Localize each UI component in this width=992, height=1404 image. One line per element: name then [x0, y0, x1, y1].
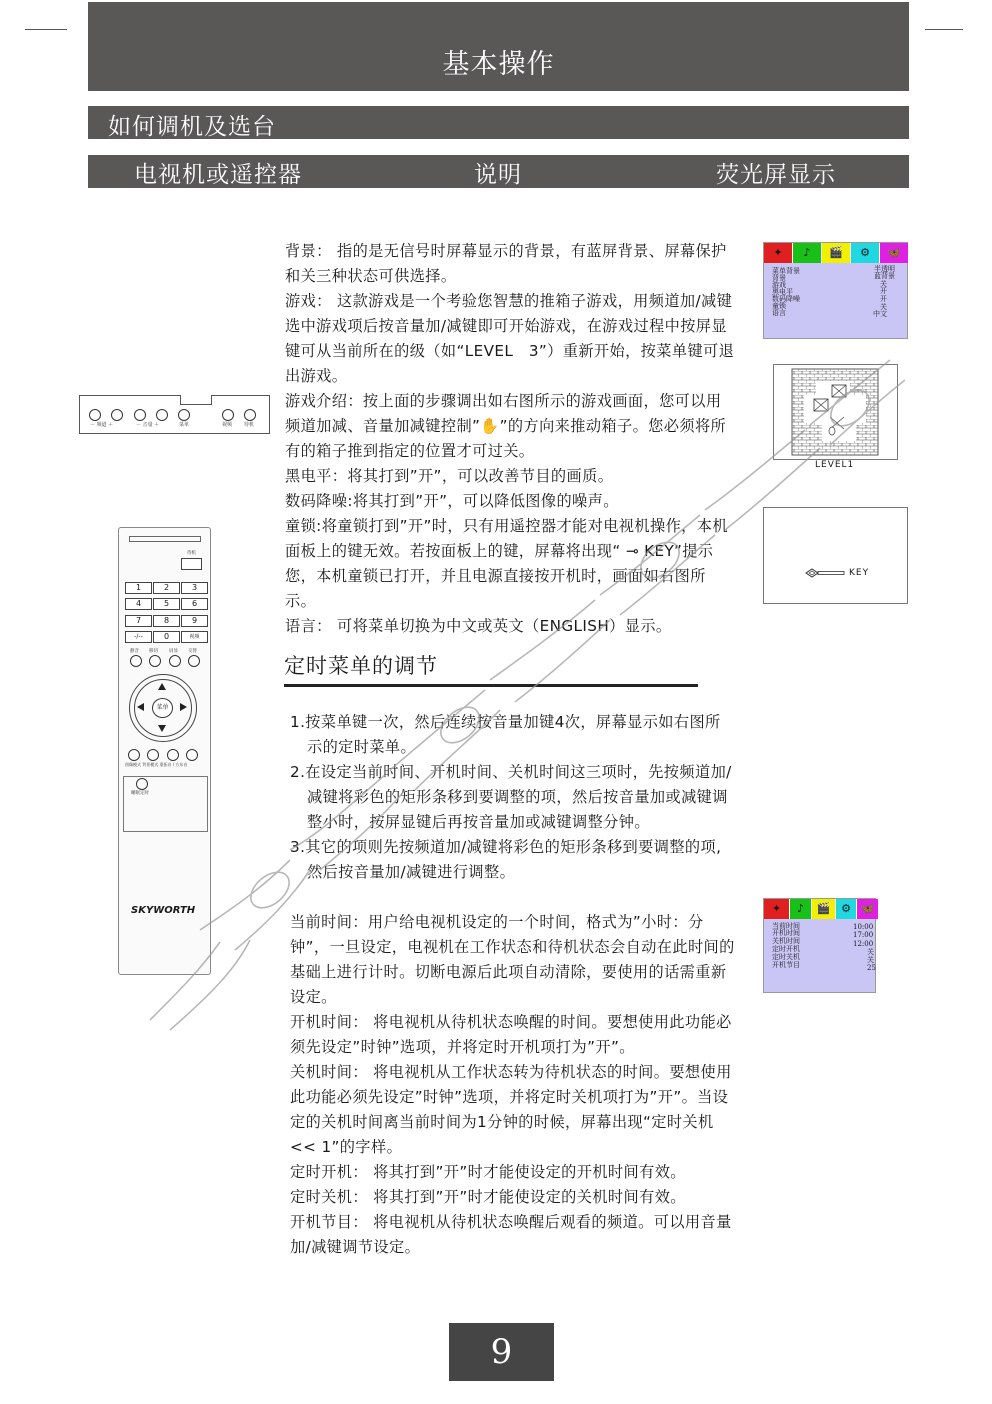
menu-screen-timer — [763, 898, 876, 993]
function-menu-icon: 🎬 — [822, 243, 851, 263]
panel-label-volume: － 音量 ＋ — [136, 422, 160, 428]
title-band — [88, 2, 909, 91]
menu-item-label: 菜单背景 — [772, 267, 800, 275]
step-3: 3.其它的项则先按频道加/减键将彩色的矩形条移到要调整的项,然后按音量加/减键进行调整。 — [290, 838, 722, 881]
remote-key-7[interactable]: 7 — [125, 615, 152, 627]
panel-label-video: 视频 — [222, 422, 233, 428]
timer-item-label: 关机时间 — [772, 937, 800, 945]
remote-display-button[interactable] — [169, 655, 181, 667]
menu-item-label: 数码降噪 — [772, 295, 800, 303]
step-1: 1.按菜单键一次，然后连续按音量加键4次，屏幕显示如右图所示的定时菜单。 — [290, 713, 721, 756]
paragraph-on-channel: 开机节目： 将电视机从待机状态唤醒后观看的频道。可以用音量加/减键调节设定。 — [290, 1213, 732, 1256]
column-header-device: 电视机或遥控器 — [134, 162, 302, 188]
remote-bottom-labels: 图像模式 背景模式 重拓音 / 方东音 — [125, 762, 188, 767]
tools-menu-icon: ⚙ — [836, 899, 857, 919]
timer-item-label: 当前时间 — [772, 922, 800, 930]
paragraph-noise-reduction: 数码降噪:将其打到”开”，可以降低图像的噪声。 — [285, 492, 619, 510]
paragraph-child-lock: 童锁:将童锁打到”开”时，只有用遥控器才能对电视机操作，本机面板上的键无效。若按面板上的键，屏幕将出现“ ⊸ KEY”提示您，本机童锁已打开，并且电源直接按开机时，画面如右图所示。 — [285, 517, 728, 610]
level-caption: LEVEL1 — [815, 460, 855, 470]
remote-label-swap: 移切 — [149, 649, 158, 654]
panel-channel-up-button[interactable] — [111, 409, 123, 421]
menu-item-value: 蓝背景 — [874, 272, 895, 280]
timer-heading-rule — [284, 684, 698, 687]
description-top — [285, 239, 735, 639]
timer-item-label: 定时关机 — [772, 953, 800, 961]
remote-right-arrow-icon[interactable] — [180, 703, 187, 711]
step-2: 2.在设定当前时间、开机时间、关机时间这三项时，先按频道加/减键将彩色的矩形条移到要调整的项，然后按音量加或减键调整小时，按屏显键后再按音量加或减键调整分钟。 — [290, 763, 732, 831]
key-icon — [804, 567, 846, 579]
timer-item-label: 开机时间 — [772, 929, 800, 937]
game-level-screen — [773, 364, 898, 460]
panel-standby-button[interactable] — [244, 409, 256, 421]
section-title: 如何调机及选台 — [108, 114, 276, 140]
timer-item-value: 关 — [867, 948, 874, 956]
remote-key-6[interactable]: 6 — [181, 598, 208, 610]
remote-sleep-label: 睡眠定时 — [131, 791, 149, 796]
paragraph-game: 游戏： 这款游戏是一个考验您智慧的推箱子游戏，用频道加/减键选中游戏项后按音量加/减键即可开始游戏，在游戏过程中按屏显键可从当前所在的级（如“LEVEL 3”）重新开始，按菜单键可退出游戏。 — [285, 292, 735, 385]
paragraph-black-level: 黑电平：将其打到”开”，可以改善节目的画质。 — [285, 467, 614, 485]
menu-item-value: 关 — [880, 280, 887, 288]
child-lock-screen — [763, 507, 908, 604]
picture-menu-icon: ✦ — [764, 899, 790, 919]
remote-standby-button[interactable] — [181, 558, 202, 570]
remote-surround-button[interactable] — [186, 749, 198, 761]
page-title: 基本操作 — [442, 49, 555, 80]
paragraph-language: 语言： 可将菜单切换为中文或英文（ENGLISH）显示。 — [285, 617, 672, 635]
remote-sound-button[interactable] — [167, 749, 179, 761]
timer-item-value: 25 — [867, 964, 876, 972]
remote-key-9[interactable]: 9 — [181, 615, 208, 627]
remote-key-video[interactable]: 视频 — [181, 631, 208, 643]
tools-menu-icon: ⚙ — [851, 243, 880, 263]
timer-heading: 定时菜单的调节 — [284, 654, 438, 678]
tv-front-panel — [79, 395, 270, 434]
panel-channel-down-button[interactable] — [89, 409, 101, 421]
remote-key-2[interactable]: 2 — [153, 582, 180, 594]
page-number: 9 — [449, 1323, 554, 1381]
remote-alternate-button[interactable] — [188, 655, 200, 667]
menu-item-label: 童锁 — [772, 302, 786, 310]
column-header-band — [88, 155, 909, 188]
panel-label-menu: 菜单 — [179, 422, 190, 428]
panel-volume-up-button[interactable] — [156, 409, 168, 421]
menu-item-label: 语言 — [772, 309, 786, 317]
menu-item-value: 关 — [880, 303, 887, 311]
remote-key-4[interactable]: 4 — [125, 598, 152, 610]
remote-brand-logo: SKYWORTH — [131, 905, 196, 916]
menu-item-label: 游戏 — [772, 281, 786, 289]
remote-label-mute: 静音 — [130, 649, 139, 654]
panel-label-standby: 待机 — [244, 422, 255, 428]
remote-key-0[interactable]: 0 — [153, 631, 180, 643]
menu-item-value: 半透明 — [874, 265, 895, 273]
menu-icon-bar — [764, 243, 909, 263]
panel-label-channel: － 频道 ＋ — [90, 422, 114, 428]
remote-key-5[interactable]: 5 — [153, 598, 180, 610]
corner-mark-right — [925, 29, 963, 30]
sound-menu-icon: ♪ — [790, 899, 812, 919]
remote-key-8[interactable]: 8 — [153, 615, 180, 627]
paragraph-current-time: 当前时间：用户给电视机设定的一个时间，格式为”小时：分钟”，一旦设定，电视机在工作状态和待机状态会自动在此时间的基础上进行计时。切断电源后此项自动清除，要使用的话需重新设定。 — [290, 913, 735, 1006]
picture-menu-icon: ✦ — [764, 243, 793, 263]
remote-ir-window — [129, 536, 201, 542]
description-bottom — [290, 910, 735, 1260]
remote-key-digits[interactable]: -/-- — [125, 631, 152, 643]
menu-item-value: 中文 — [873, 310, 887, 318]
remote-left-arrow-icon[interactable] — [137, 703, 144, 711]
remote-down-arrow-icon[interactable] — [158, 725, 166, 732]
paragraph-on-time: 开机时间： 将电视机从待机状态唤醒的时间。要想使用此功能必须先设定”时钟”选项，并将定时开机项打为”开”。 — [290, 1013, 732, 1056]
menu-item-value: 开 — [880, 287, 887, 295]
game-board-graphic — [774, 365, 897, 459]
remote-control — [118, 527, 211, 975]
key-screen-text: KEY — [849, 568, 870, 578]
menu-item-label: 背景 — [772, 274, 786, 282]
remote-up-arrow-icon[interactable] — [158, 683, 166, 690]
sound-menu-icon: ♪ — [793, 243, 822, 263]
paragraph-game-intro: 游戏介绍：按上面的步骤调出如右图所示的游戏画面，您可以用频道加减、音量加减键控制”✋”的方向来推动箱子。您必须将所有的箱子推到指定的位置才可过关。 — [285, 392, 727, 460]
timer-icon-bar — [764, 899, 879, 919]
paragraph-timer-on: 定时开机： 将其打到”开”时才能使设定的开机时间有效。 — [290, 1163, 686, 1181]
menu-screen-picture — [763, 242, 908, 339]
panel-menu-button[interactable] — [178, 409, 190, 421]
timer-item-value: 关 — [867, 956, 874, 964]
function-menu-icon: 🎬 — [812, 899, 836, 919]
corner-mark-left — [25, 29, 67, 30]
remote-menu-button[interactable]: 菜单 — [152, 698, 173, 718]
remote-key-3[interactable]: 3 — [181, 582, 208, 594]
paragraph-off-time: 关机时间： 将电视机从工作状态转为待机状态的时间。要想使用此功能必须先设定”时钟”选项，并将定时关机项打为”开”。当设定的关机时间离当前时间为1分钟的时候，屏幕出现“定时关机<< 1”的字样。 — [290, 1063, 732, 1156]
remote-key-1[interactable]: 1 — [125, 582, 152, 594]
remote-label-display: 屏显 — [169, 649, 178, 654]
remote-picture-mode-button[interactable] — [128, 749, 140, 761]
paragraph-timer-off: 定时关机： 将其打到”开”时才能使设定的关机时间有效。 — [290, 1188, 686, 1206]
remote-sleep-button[interactable] — [136, 778, 148, 790]
remote-background-mode-button[interactable] — [147, 749, 159, 761]
section-band — [88, 106, 909, 139]
timer-item-value: 10:00 — [853, 923, 874, 931]
panel-volume-down-button[interactable] — [134, 409, 146, 421]
timer-steps — [290, 710, 735, 885]
panel-video-button[interactable] — [222, 409, 234, 421]
timer-item-label: 开机节目 — [772, 961, 800, 969]
timer-item-value: 12:00 — [853, 940, 874, 948]
butterfly-menu-icon: 🦋 — [880, 243, 909, 263]
remote-mute-button[interactable] — [130, 655, 142, 667]
remote-swap-button[interactable] — [149, 655, 161, 667]
menu-item-label: 黑电平 — [772, 288, 793, 296]
paragraph-background: 背景： 指的是无信号时屏幕显示的背景，有蓝屏背景、屏幕保护和关三种状态可供选择。 — [285, 242, 727, 285]
column-header-description: 说明 — [474, 162, 522, 188]
menu-item-value: 开 — [880, 295, 887, 303]
remote-label-alternate: 交替 — [188, 649, 197, 654]
column-header-screen: 荧光屏显示 — [716, 162, 836, 188]
remote-standby-label: 待机 — [187, 551, 196, 556]
butterfly-menu-icon: 🦋 — [857, 899, 879, 919]
timer-item-label: 定时开机 — [772, 945, 800, 953]
panel-notch — [180, 395, 212, 405]
timer-item-value: 17:00 — [853, 931, 874, 939]
